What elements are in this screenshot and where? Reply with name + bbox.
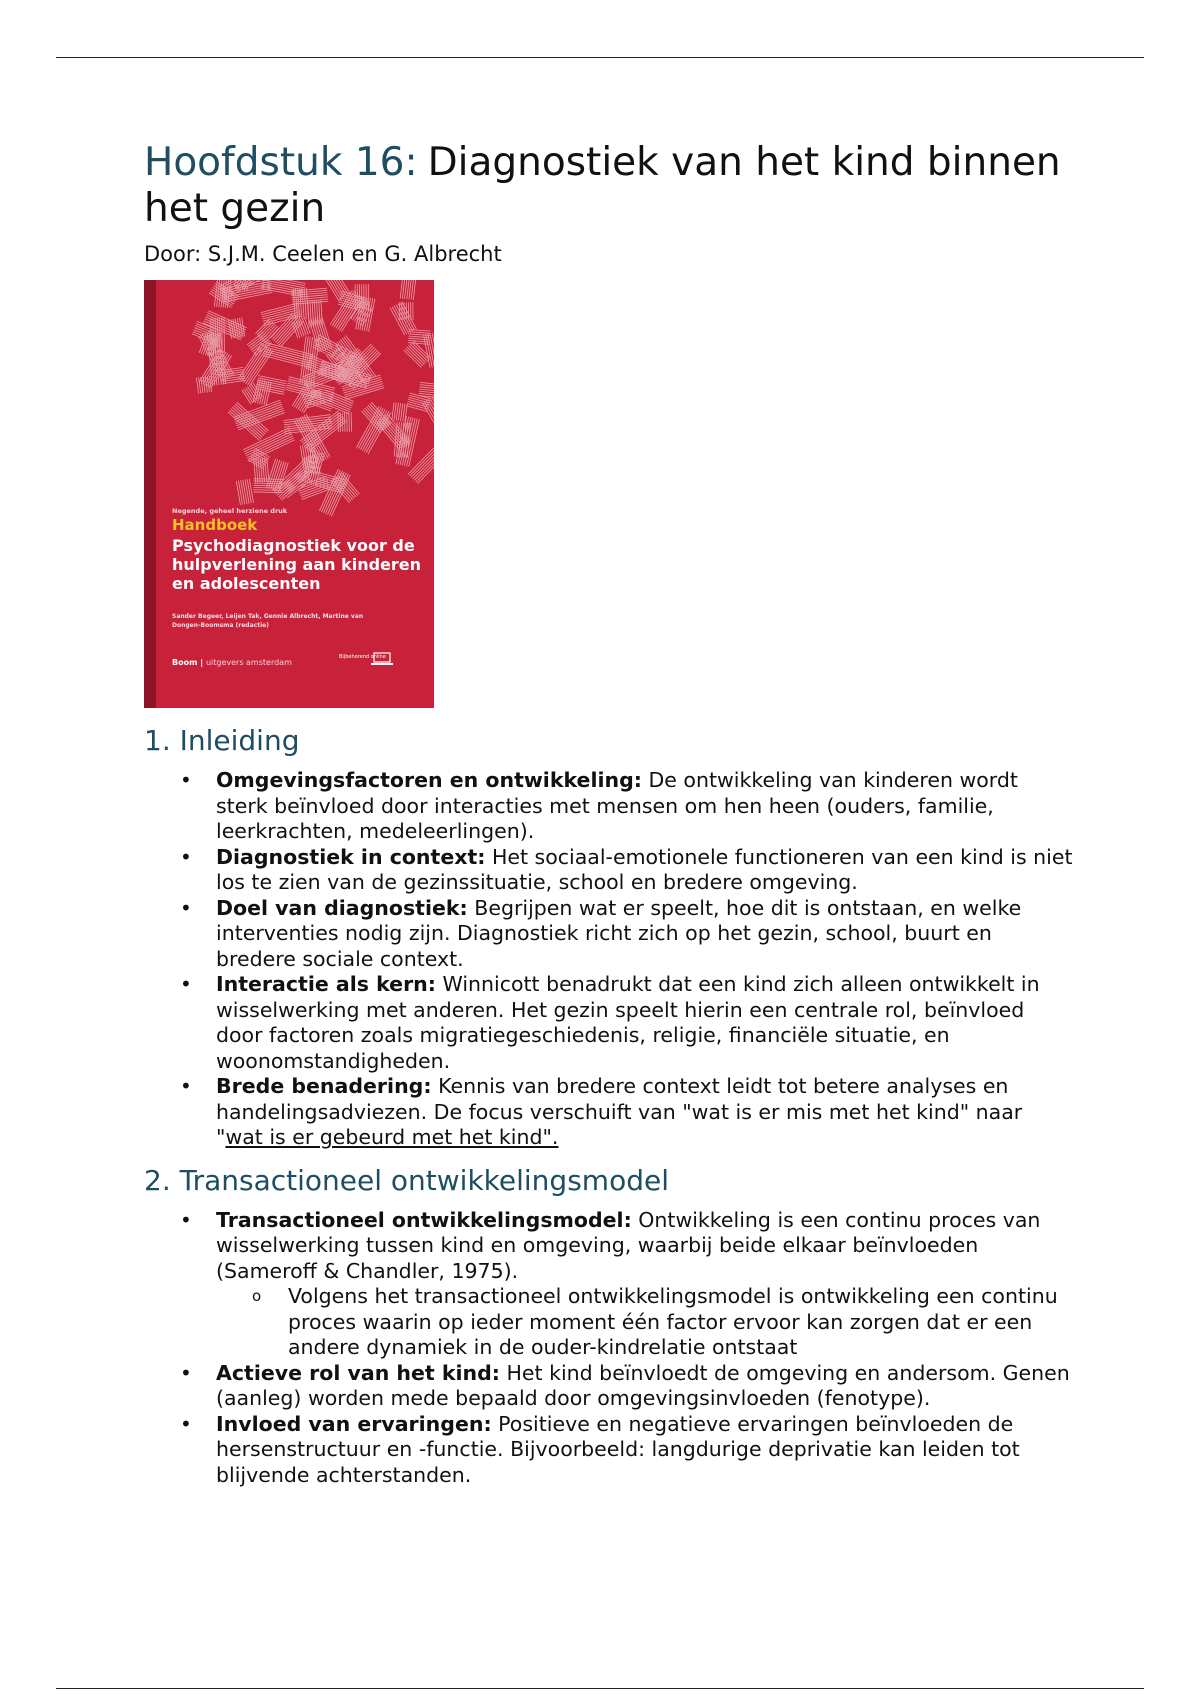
bullet-icon: •: [180, 1074, 192, 1098]
list-item: [144, 1412, 1074, 1489]
list-item: [144, 1074, 1074, 1151]
page-title: [144, 140, 1074, 232]
item-label: Transactioneel ontwikkelingsmodel:: [216, 1207, 632, 1232]
item-label: Doel van diagnostiek:: [216, 895, 468, 920]
item-text: Begrijpen wat er speelt, hoe dit is ontstaan, en welke interventies nodig zijn. Diagnostiek richt zich op het gezin, school, buurt en bredere sociale context.: [216, 895, 1022, 971]
item-label: Invloed van ervaringen:: [216, 1411, 492, 1436]
bullet-icon: •: [180, 1207, 192, 1232]
list-item: [144, 896, 1074, 973]
item-text: Positieve en negatieve ervaringen beïnvloeden de hersenstructuur en -functie. Bijvoorbeeld: langdurige deprivatie kan leiden tot blijvende achterstanden.: [216, 1411, 1020, 1487]
list-item: [144, 1361, 1074, 1412]
bullet-icon: •: [180, 1411, 192, 1436]
item-text: Ontwikkeling is een continu proces van wisselwerking tussen kind en omgeving, waarbij beide elkaar beïnvloeden (Sameroff & Chandler, 1975).: [216, 1207, 1041, 1283]
item-label: Diagnostiek in context:: [216, 844, 486, 869]
section-heading-inleiding: 1. Inleiding: [144, 724, 300, 757]
list-item: [144, 1208, 1074, 1361]
item-label: Omgevingsfactoren en ontwikkeling:: [216, 768, 642, 792]
sub-bullet-icon: o: [252, 1287, 262, 1305]
bullet-icon: •: [180, 1360, 192, 1385]
bullet-icon: •: [180, 895, 192, 920]
list-item: [144, 972, 1074, 1074]
cover-title: Psychodiagnostiek voor de hulpverlening aan kinderen en adolescenten: [172, 536, 422, 593]
chapter-title: Diagnostiek van het kind binnen het gezin: [144, 140, 1061, 231]
item-label: Brede benadering:: [216, 1074, 432, 1098]
bullet-icon: •: [180, 768, 192, 792]
cover-publisher: Boom | uitgevers amsterdam: [172, 658, 292, 667]
cover-spine: [144, 280, 156, 708]
bullet-icon: •: [180, 844, 192, 869]
item-text: De ontwikkeling van kinderen wordt sterk beïnvloed door interacties met mensen om hen heen (ouders, familie, leerkrachten, medeleerlingen).: [216, 768, 1018, 843]
cover-pattern: [144, 280, 434, 708]
cover-edition: Negende, geheel herziene druk: [172, 507, 288, 515]
list-item: [144, 768, 1074, 845]
online-badge: Bijbehorend online: [339, 654, 386, 660]
sub-item-text: Volgens het transactioneel ontwikkelingsmodel is ontwikkeling een continu proces waarin op ieder moment één factor ervoor kan zorgen dat er een andere dynamiek in de ouder-kindrelatie ontstaat: [288, 1284, 1058, 1359]
authors-line: Door: S.J.M. Ceelen en G. Albrecht: [144, 242, 502, 266]
laptop-icon: [370, 652, 394, 666]
item-label: Actieve rol van het kind:: [216, 1360, 500, 1385]
item-text: Winnicott benadrukt dat een kind zich alleen ontwikkelt in wisselwerking met anderen. Het gezin speelt hierin een centrale rol, beïnvloed door factoren zoals migratiegeschiedenis, religie, financiële situatie, en woonomstandigheden.: [216, 972, 1040, 1073]
list-item: [144, 845, 1074, 896]
publisher-sub: uitgevers amsterdam: [205, 658, 292, 667]
item-label: Interactie als kern:: [216, 972, 436, 996]
chapter-label: Hoofdstuk 16:: [144, 140, 418, 185]
item-text: Kennis van bredere context leidt tot betere analyses en handelingsadviezen. De focus verschuift van "wat is er mis met het kind" naar ": [216, 1074, 1023, 1149]
cover-series: Handboek: [172, 516, 258, 534]
underlined-phrase: wat is er gebeurd met het kind".: [225, 1125, 559, 1149]
sub-list-item: [216, 1284, 1074, 1361]
section-heading-transactioneel: 2. Transactioneel ontwikkelingsmodel: [144, 1163, 669, 1197]
top-rule: [56, 57, 1144, 58]
item-text: Het sociaal-emotionele functioneren van een kind is niet los te zien van de gezinssituatie, school en bredere omgeving.: [216, 844, 1073, 894]
bottom-rule: [56, 1688, 1144, 1689]
book-cover: [144, 280, 434, 708]
page-content: [144, 140, 1074, 1488]
sub-list: [216, 1284, 1074, 1361]
item-text: Het kind beïnvloedt de omgeving en andersom. Genen (aanleg) worden mede bepaald door omgevingsinvloeden (fenotype).: [216, 1360, 1070, 1410]
publisher-name: Boom: [172, 658, 198, 667]
section-2-list: [144, 1208, 1074, 1489]
section-1-list: [144, 768, 1074, 1151]
bullet-icon: •: [180, 972, 192, 996]
cover-editors: Sander Begeer, Leijen Tak, Gennie Albrecht, Martine van Dongen-Boomsma (redactie): [172, 613, 364, 629]
